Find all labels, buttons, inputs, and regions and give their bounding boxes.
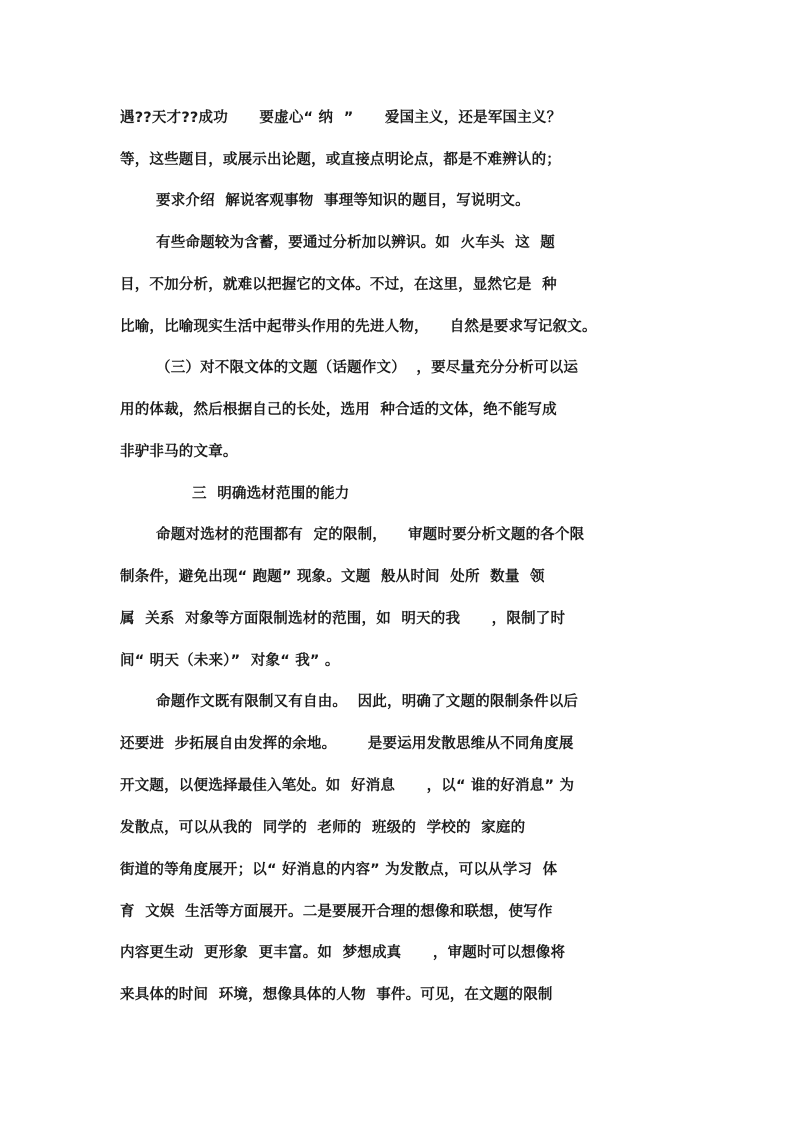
text-line: 命题作文既有限制又有自由。 因此，明确了文题的限制条件以后 [156,694,579,710]
text-line: 目，不加分析，就难以把握它的文体。不过，在这里，显然它是 种 [120,277,557,293]
text-line: 内容更生动 更形象 更丰富。如 梦想成真 ，审题时可以想像将 [120,945,566,961]
text-line: 间“ 明天（未来）” 对象“ 我” 。 [120,653,340,669]
text-line: 制条件，避免出现“ 跑题” 现象。文题 般从时间 处所 数量 领 [120,569,545,585]
text-line: 遇??天才??成功 要虚心“ 纳 ” 爱国主义，还是军国主义？ [120,110,562,126]
text-line: 属 关系 对象等方面限制选材的范围，如 明天的我 ，限制了时 [120,611,566,627]
text-line: 要求介绍 解说客观事物 事理等知识的题目，写说明文。 [156,193,530,209]
text-line: 比喻，比喻现实生活中起带头作用的先进人物， 自然是要求写记叙文。 [120,319,597,335]
text-line: 开文题，以便选择最佳入笔处。如 好消息 ，以“ 谁的好消息” 为 [120,778,575,794]
text-line: 来具体的时间 环境，想像具体的人物 事件。可见，在文题的限制 [120,987,553,1003]
text-line: 发散点，可以从我的 同学的 老师的 班级的 学校的 家庭的 [120,820,526,836]
text-line: 等，这些题目，或展示出论题，或直接点明论点，都是不难辨认的； [120,152,561,168]
text-line: 非驴非马的文章。 [120,444,238,460]
text-line: 命题对选材的范围都有 定的限制， 审题时要分析文题的各个限 [156,527,585,543]
text-line: 育 文娱 生活等方面展开。二是要展开合理的想像和联想，使写作 [120,904,553,920]
text-line: 有些命题较为含蓄，要通过分析加以辨识。如 火车头 这 题 [156,235,555,251]
text-line: 街道的等角度展开；以“ 好消息的内容” 为发散点，可以从学习 体 [120,862,558,878]
section-heading: 三 明确选材范围的能力 [192,486,350,502]
text-line: 还要进 步拓展自由发挥的余地。 是要运用发散思维从不同角度展 [120,736,574,752]
text-line: 用的体裁，然后根据自己的长处，选用 种合适的文体，绝不能写成 [120,402,557,418]
text-line: （三）对不限文体的文题（话题作文） ，要尽量充分分析可以运 [156,360,579,376]
